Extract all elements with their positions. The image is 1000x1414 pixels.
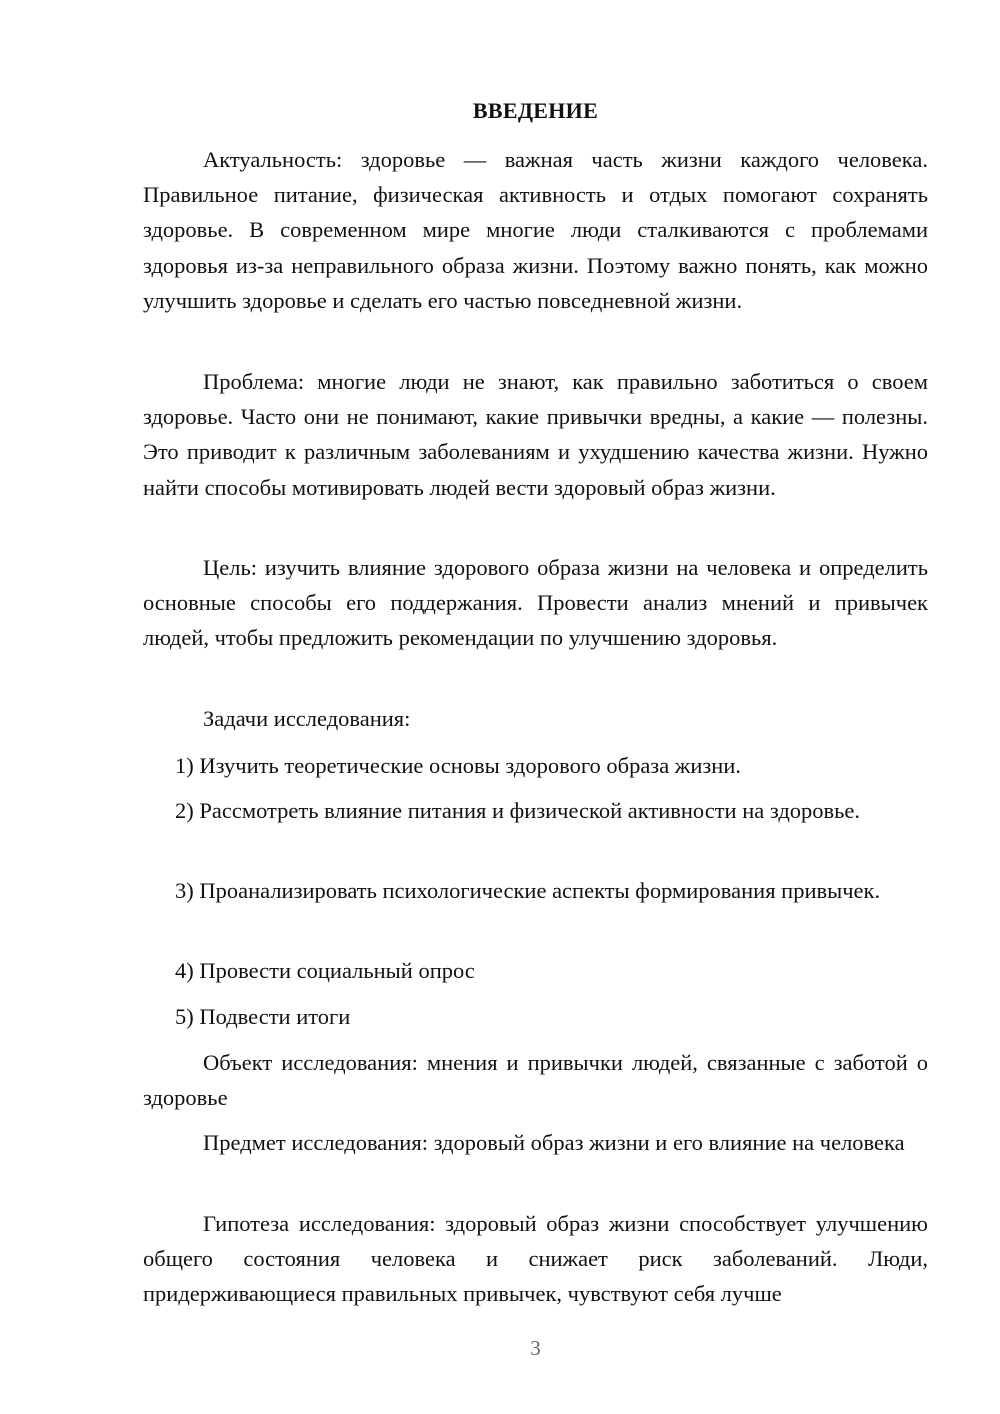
document-page — [143, 0, 928, 1414]
task-item-2: 2) Рассмотреть влияние питания и физической активности на здоровье. — [175, 798, 861, 823]
tasks-heading: Задачи исследования: — [203, 706, 411, 731]
task-item-5: 5) Подвести итоги — [175, 1004, 351, 1029]
paragraph-problem: Проблема: многие люди не знают, как правильно заботиться о своем здоровье. Часто они не понимают, какие привычки вредны, а какие — полезны. Это приводит к различным заболеваниям и ухудшению качества жизни. Нужно найти способы мотивировать людей вести здоровый образ жизни. — [143, 369, 928, 500]
page-number: 3 — [530, 1336, 541, 1360]
section-heading: ВВЕДЕНИЕ — [472, 98, 599, 123]
task-item-1: 1) Изучить теоретические основы здорового образа жизни. — [175, 753, 741, 778]
paragraph-goal: Цель: изучить влияние здорового образа жизни на человека и определить основные способы его поддержания. Провести анализ мнений и привычек людей, чтобы предложить рекомендации по улучшению здоровья. — [143, 555, 928, 651]
paragraph-hypothesis: Гипотеза исследования: здоровый образ жизни способствует улучшению общего состояния человека и снижает риск заболеваний. Люди, придерживающиеся правильных привычек, чувствуют себя лучше — [143, 1211, 928, 1307]
task-item-3: 3) Проанализировать психологические аспекты формирования привычек. — [175, 878, 881, 903]
paragraph-relevance: Актуальность: здоровье — важная часть жизни каждого человека. Правильное питание, физическая активность и отдых помогают сохранять здоровье. В современном мире многие люди сталкиваются с проблемами здоровья из-за неправильного образа жизни. Поэтому важно понять, как можно улучшить здоровье и сделать его частью повседневной жизни. — [143, 147, 928, 313]
paragraph-subject: Предмет исследования: здоровый образ жизни и его влияние на человека — [203, 1130, 905, 1155]
task-item-4: 4) Провести социальный опрос — [175, 958, 475, 983]
paragraph-object: Объект исследования: мнения и привычки людей, связанные с заботой о здоровье — [143, 1050, 928, 1111]
